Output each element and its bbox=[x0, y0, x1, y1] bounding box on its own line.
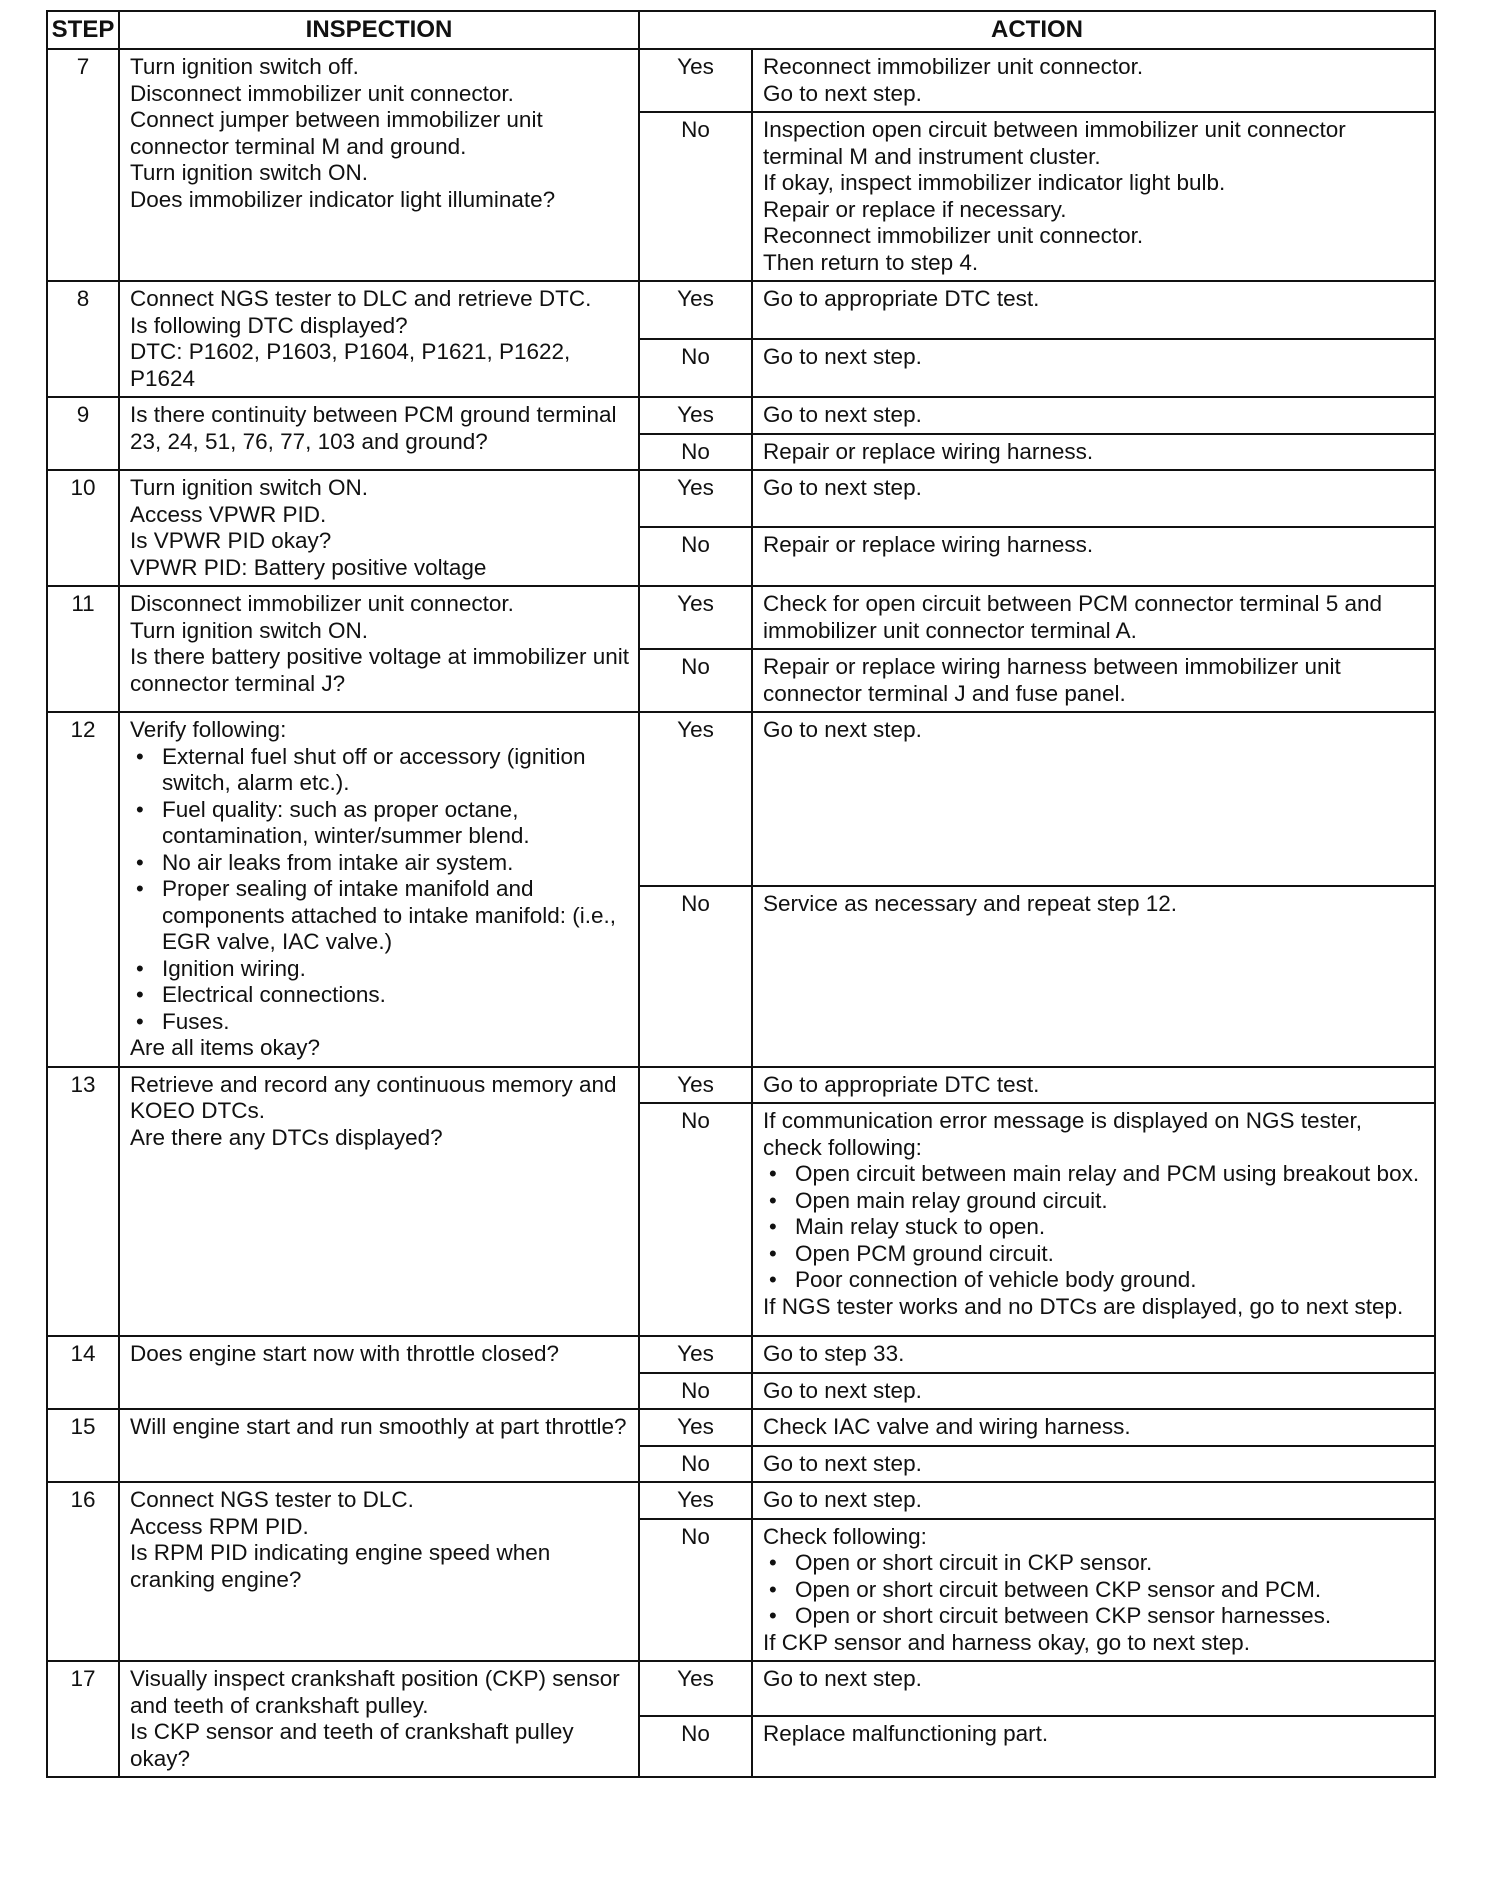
step-number: 10 bbox=[47, 470, 119, 586]
yes-action-cell bbox=[752, 1067, 1435, 1104]
inspection-line: Disconnect immobilizer unit connector. bbox=[130, 591, 514, 616]
yes-label: Yes bbox=[639, 1067, 752, 1104]
inspection-cell bbox=[119, 1482, 639, 1661]
action-line: If CKP sensor and harness okay, go to next step. bbox=[763, 1629, 1250, 1655]
bullet-list bbox=[763, 1550, 1426, 1630]
action-line: Repair or replace if necessary. bbox=[763, 196, 1067, 222]
yes-action-cell bbox=[752, 1409, 1435, 1446]
inspection-line: Is there battery positive voltage at immobilizer unit connector terminal J? bbox=[130, 644, 629, 696]
inspection-line: Are there any DTCs displayed? bbox=[130, 1124, 443, 1150]
step-number: 17 bbox=[47, 1661, 119, 1777]
no-action-cell bbox=[752, 434, 1435, 471]
yes-label: Yes bbox=[639, 1409, 752, 1446]
action-line: If okay, inspect immobilizer indicator light bulb. bbox=[763, 170, 1226, 195]
step-row-yes bbox=[47, 1409, 1435, 1446]
inspection-cell bbox=[119, 1661, 639, 1777]
step-number: 14 bbox=[47, 1336, 119, 1409]
no-label: No bbox=[639, 1519, 752, 1662]
no-label: No bbox=[639, 339, 752, 397]
inspection-line: Connect jumper between immobilizer unit connector terminal M and ground. bbox=[130, 107, 543, 159]
step-row-yes bbox=[47, 1067, 1435, 1104]
action-line: Then return to step 4. bbox=[763, 249, 979, 275]
action-line: Reconnect immobilizer unit connector. bbox=[763, 223, 1144, 248]
yes-action-cell bbox=[752, 586, 1435, 649]
bullet-item: • Proper sealing of intake manifold and components attached to intake manifold: (i.e., EGR valve, IAC valve.) bbox=[130, 876, 630, 956]
inspection-cell bbox=[119, 1067, 639, 1337]
action-line: Go to next step. bbox=[763, 475, 922, 500]
inspection-line: Connect NGS tester to DLC and retrieve DTC. bbox=[130, 286, 592, 311]
inspection-line: Turn ignition switch ON. bbox=[130, 475, 368, 500]
bullet-item: • Electrical connections. bbox=[130, 982, 630, 1009]
step-number: 16 bbox=[47, 1482, 119, 1661]
no-label: No bbox=[639, 1373, 752, 1410]
action-line: Service as necessary and repeat step 12. bbox=[763, 891, 1177, 917]
inspection-line: Turn ignition switch ON. bbox=[130, 160, 368, 185]
bullet-item: • Open main relay ground circuit. bbox=[763, 1188, 1426, 1215]
step-number: 7 bbox=[47, 49, 119, 281]
bullet-item: • Main relay stuck to open. bbox=[763, 1214, 1426, 1241]
no-label: No bbox=[639, 886, 752, 1066]
bullet-item: • Ignition wiring. bbox=[130, 956, 630, 983]
no-label: No bbox=[639, 434, 752, 471]
action-line: Go to next step. bbox=[763, 717, 922, 742]
action-line: Repair or replace wiring harness. bbox=[763, 438, 1094, 464]
no-action-cell bbox=[752, 339, 1435, 397]
yes-action-cell bbox=[752, 470, 1435, 527]
action-line: If communication error message is displayed on NGS tester, check following: bbox=[763, 1108, 1363, 1160]
inspection-line: DTC: P1602, P1603, P1604, P1621, P1622, P1624 bbox=[130, 339, 571, 391]
yes-action-cell bbox=[752, 281, 1435, 339]
yes-label: Yes bbox=[639, 1482, 752, 1519]
diagnostic-steps-table bbox=[46, 10, 1436, 1778]
action-line: If NGS tester works and no DTCs are displayed, go to next step. bbox=[763, 1293, 1404, 1319]
inspection-cell bbox=[119, 1336, 639, 1409]
inspection-line: Access RPM PID. bbox=[130, 1513, 309, 1539]
step-row-yes bbox=[47, 397, 1435, 434]
no-action-cell bbox=[752, 1446, 1435, 1483]
bullet-list bbox=[130, 744, 630, 1036]
action-line: Go to appropriate DTC test. bbox=[763, 286, 1040, 311]
yes-label: Yes bbox=[639, 281, 752, 339]
no-label: No bbox=[639, 527, 752, 586]
bullet-item: • Fuel quality: such as proper octane, contamination, winter/summer blend. bbox=[130, 797, 630, 850]
inspection-cell bbox=[119, 49, 639, 281]
inspection-line: Retrieve and record any continuous memory and KOEO DTCs. bbox=[130, 1071, 617, 1123]
inspection-line: Connect NGS tester to DLC. bbox=[130, 1487, 414, 1512]
inspection-line: Is there continuity between PCM ground terminal 23, 24, 51, 76, 77, 103 and ground? bbox=[130, 402, 617, 454]
bullet-item: • Fuses. bbox=[130, 1009, 630, 1036]
inspection-cell bbox=[119, 470, 639, 586]
step-row-yes bbox=[47, 586, 1435, 649]
action-line: Go to appropriate DTC test. bbox=[763, 1071, 1040, 1097]
step-row-yes bbox=[47, 1482, 1435, 1519]
header-inspection: INSPECTION bbox=[119, 11, 639, 49]
table-header-row bbox=[47, 11, 1435, 49]
inspection-line: Verify following: bbox=[130, 717, 287, 742]
no-label: No bbox=[639, 649, 752, 712]
inspection-line: Turn ignition switch off. bbox=[130, 54, 359, 79]
no-action-cell bbox=[752, 649, 1435, 712]
action-line: Repair or replace wiring harness between immobilizer unit connector terminal J and fuse panel. bbox=[763, 654, 1341, 706]
diagnostic-procedure-document bbox=[46, 10, 1436, 1778]
no-action-cell bbox=[752, 886, 1435, 1066]
inspection-line: Does immobilizer indicator light illuminate? bbox=[130, 186, 556, 212]
inspection-cell bbox=[119, 1409, 639, 1482]
step-row-yes bbox=[47, 470, 1435, 527]
action-line: Check IAC valve and wiring harness. bbox=[763, 1414, 1131, 1439]
action-line: Reconnect immobilizer unit connector. bbox=[763, 54, 1144, 79]
action-line: Go to next step. bbox=[763, 402, 922, 427]
no-action-cell bbox=[752, 1716, 1435, 1777]
action-line: Inspection open circuit between immobilizer unit connector terminal M and instrument cluster. bbox=[763, 117, 1346, 169]
step-number: 13 bbox=[47, 1067, 119, 1337]
inspection-cell bbox=[119, 281, 639, 397]
bullet-list bbox=[763, 1161, 1426, 1294]
step-row-yes bbox=[47, 49, 1435, 112]
action-line: Go to next step. bbox=[763, 1487, 922, 1512]
no-action-cell bbox=[752, 527, 1435, 586]
action-line: Go to next step. bbox=[763, 1377, 922, 1403]
yes-label: Yes bbox=[639, 1336, 752, 1373]
header-action: ACTION bbox=[639, 11, 1435, 49]
action-line: Go to next step. bbox=[763, 1450, 922, 1476]
inspection-line: Is VPWR PID okay? bbox=[130, 528, 332, 553]
inspection-line: Visually inspect crankshaft position (CKP) sensor and teeth of crankshaft pulley. bbox=[130, 1666, 620, 1718]
inspection-line: Does engine start now with throttle closed? bbox=[130, 1341, 559, 1366]
inspection-line: VPWR PID: Battery positive voltage bbox=[130, 554, 487, 580]
step-number: 15 bbox=[47, 1409, 119, 1482]
step-row-yes bbox=[47, 1336, 1435, 1373]
action-line: Check following: bbox=[763, 1523, 927, 1549]
inspection-line: Will engine start and run smoothly at part throttle? bbox=[130, 1414, 627, 1439]
inspection-cell bbox=[119, 586, 639, 712]
yes-action-cell bbox=[752, 397, 1435, 434]
no-action-cell bbox=[752, 1519, 1435, 1662]
yes-action-cell bbox=[752, 1336, 1435, 1373]
no-action-cell bbox=[752, 1103, 1435, 1336]
no-label: No bbox=[639, 1103, 752, 1336]
inspection-line: Is RPM PID indicating engine speed when cranking engine? bbox=[130, 1540, 551, 1592]
bullet-item: • No air leaks from intake air system. bbox=[130, 850, 630, 877]
inspection-line: Is CKP sensor and teeth of crankshaft pulley okay? bbox=[130, 1719, 574, 1771]
yes-label: Yes bbox=[639, 49, 752, 112]
step-row-yes bbox=[47, 712, 1435, 886]
bullet-item: • Open PCM ground circuit. bbox=[763, 1241, 1426, 1268]
yes-label: Yes bbox=[639, 712, 752, 886]
step-number: 9 bbox=[47, 397, 119, 470]
yes-label: Yes bbox=[639, 586, 752, 649]
bullet-item: • Open or short circuit in CKP sensor. bbox=[763, 1550, 1426, 1577]
action-line: Repair or replace wiring harness. bbox=[763, 532, 1094, 558]
header-step: STEP bbox=[47, 11, 119, 49]
yes-action-cell bbox=[752, 1661, 1435, 1716]
yes-label: Yes bbox=[639, 470, 752, 527]
action-line: Go to step 33. bbox=[763, 1341, 905, 1366]
table-body bbox=[47, 49, 1435, 1777]
no-action-cell bbox=[752, 1373, 1435, 1410]
step-row-yes bbox=[47, 281, 1435, 339]
action-line: Go to next step. bbox=[763, 80, 922, 106]
bullet-item: • External fuel shut off or accessory (ignition switch, alarm etc.). bbox=[130, 744, 630, 797]
no-label: No bbox=[639, 1716, 752, 1777]
yes-action-cell bbox=[752, 49, 1435, 112]
no-label: No bbox=[639, 1446, 752, 1483]
inspection-line: Access VPWR PID. bbox=[130, 501, 327, 527]
bullet-item: • Poor connection of vehicle body ground. bbox=[763, 1267, 1426, 1294]
bullet-item: • Open or short circuit between CKP sensor and PCM. bbox=[763, 1577, 1426, 1604]
no-action-cell bbox=[752, 112, 1435, 281]
inspection-line: Is following DTC displayed? bbox=[130, 312, 408, 338]
step-number: 11 bbox=[47, 586, 119, 712]
inspection-line: Turn ignition switch ON. bbox=[130, 617, 368, 643]
step-number: 8 bbox=[47, 281, 119, 397]
yes-action-cell bbox=[752, 712, 1435, 886]
action-line: Go to next step. bbox=[763, 344, 922, 369]
action-line: Replace malfunctioning part. bbox=[763, 1721, 1049, 1747]
inspection-cell bbox=[119, 712, 639, 1067]
inspection-cell bbox=[119, 397, 639, 470]
step-number: 12 bbox=[47, 712, 119, 1067]
yes-label: Yes bbox=[639, 1661, 752, 1716]
step-row-yes bbox=[47, 1661, 1435, 1716]
action-line: Go to next step. bbox=[763, 1666, 922, 1691]
bullet-item: • Open circuit between main relay and PCM using breakout box. bbox=[763, 1161, 1426, 1188]
action-line: Check for open circuit between PCM connector terminal 5 and immobilizer unit connector terminal A. bbox=[763, 591, 1383, 643]
yes-label: Yes bbox=[639, 397, 752, 434]
yes-action-cell bbox=[752, 1482, 1435, 1519]
no-label: No bbox=[639, 112, 752, 281]
inspection-line: Disconnect immobilizer unit connector. bbox=[130, 80, 514, 106]
bullet-item: • Open or short circuit between CKP sensor harnesses. bbox=[763, 1603, 1426, 1630]
inspection-line: Are all items okay? bbox=[130, 1035, 321, 1060]
